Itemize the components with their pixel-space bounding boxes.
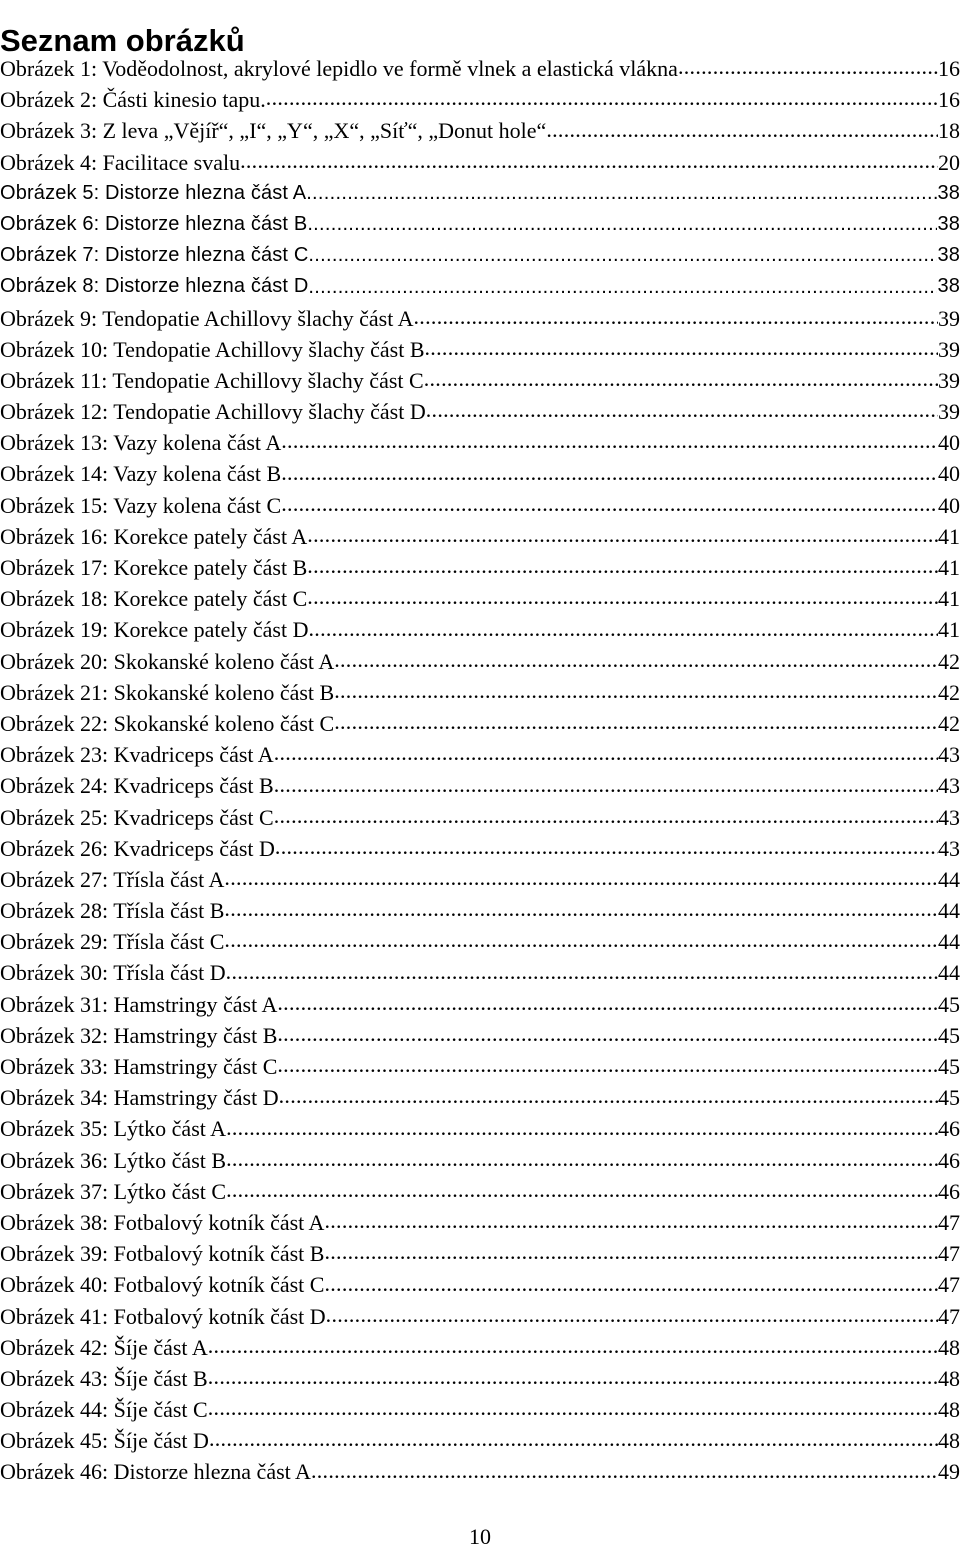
toc-entry[interactable] xyxy=(0,209,960,240)
dot-leader xyxy=(678,53,938,84)
toc-entry[interactable] xyxy=(0,677,960,708)
dot-leader xyxy=(224,864,938,895)
toc-entry[interactable] xyxy=(0,1082,960,1113)
toc-entry[interactable] xyxy=(0,147,960,178)
dot-leader xyxy=(307,552,938,583)
toc-entry-page: 44 xyxy=(938,960,960,986)
toc-entry-label: Obrázek 7: Distorze hlezna část C xyxy=(0,244,309,267)
toc-entry-label: Obrázek 31: Hamstringy část A xyxy=(0,991,278,1017)
toc-entry[interactable] xyxy=(0,1145,960,1176)
dot-leader xyxy=(281,458,938,489)
dot-leader xyxy=(226,1113,938,1144)
dot-leader xyxy=(324,1269,938,1300)
toc-entry[interactable] xyxy=(0,895,960,926)
toc-entry-page: 47 xyxy=(938,1241,960,1267)
dot-leader xyxy=(224,895,938,926)
toc-entry[interactable] xyxy=(0,1020,960,1051)
toc-entry-label: Obrázek 4: Facilitace svalu xyxy=(0,149,241,175)
toc-entry-page: 42 xyxy=(938,679,960,705)
toc-entry-label: Obrázek 3: Z leva „Vějíř“, „I“, „Y“, „X“, „Síť“, „Donut hole“ xyxy=(0,118,547,144)
dot-leader xyxy=(226,1145,938,1176)
toc-entry-label: Obrázek 38: Fotbalový kotník část A xyxy=(0,1209,325,1235)
toc-entry-page: 39 xyxy=(938,367,960,393)
dot-leader xyxy=(308,240,937,271)
dot-leader xyxy=(414,303,939,334)
toc-entry[interactable] xyxy=(0,614,960,645)
toc-entry-page: 39 xyxy=(938,399,960,425)
toc-entry-label: Obrázek 5: Distorze hlezna část A xyxy=(0,181,307,204)
toc-entry-page: 46 xyxy=(938,1116,960,1142)
toc-entry-label: Obrázek 6: Distorze hlezna část B xyxy=(0,212,308,235)
toc-entry-page: 41 xyxy=(938,586,960,612)
dot-leader xyxy=(274,770,938,801)
toc-entry[interactable] xyxy=(0,1394,960,1425)
dot-leader xyxy=(307,209,937,240)
toc-entry-label: Obrázek 24: Kvadriceps část B xyxy=(0,773,274,799)
dot-leader xyxy=(226,957,938,988)
toc-entry[interactable] xyxy=(0,490,960,521)
toc-entry-label: Obrázek 9: Tendopatie Achillovy šlachy část A xyxy=(0,305,414,331)
dot-leader xyxy=(277,1051,938,1082)
toc-entry-label: Obrázek 34: Hamstringy část D xyxy=(0,1085,279,1111)
dot-leader xyxy=(208,1332,938,1363)
dot-leader xyxy=(308,614,938,645)
dot-leader xyxy=(324,1207,938,1238)
dot-leader xyxy=(208,1394,938,1425)
toc-entry[interactable] xyxy=(0,303,960,334)
toc-entry-label: Obrázek 14: Vazy kolena část B xyxy=(0,461,282,487)
toc-entry[interactable] xyxy=(0,957,960,988)
toc-entry-label: Obrázek 42: Šíje část A xyxy=(0,1334,208,1360)
toc-entry[interactable] xyxy=(0,1113,960,1144)
toc-entry[interactable] xyxy=(0,271,960,302)
dot-leader xyxy=(426,396,938,427)
toc-entry[interactable] xyxy=(0,1051,960,1082)
toc-entry-page: 43 xyxy=(938,835,960,861)
toc-entry[interactable] xyxy=(0,521,960,552)
toc-entry-page: 45 xyxy=(938,991,960,1017)
toc-entry[interactable] xyxy=(0,240,960,271)
toc-entry[interactable] xyxy=(0,739,960,770)
dot-leader xyxy=(334,677,938,708)
toc-entry-page: 39 xyxy=(938,336,960,362)
toc-entry-label: Obrázek 23: Kvadriceps část A xyxy=(0,742,274,768)
toc-entry-label: Obrázek 21: Skokanské koleno část B xyxy=(0,679,335,705)
toc-entry-label: Obrázek 45: Šíje část D xyxy=(0,1428,209,1454)
toc-entry-label: Obrázek 43: Šíje část B xyxy=(0,1365,208,1391)
dot-leader xyxy=(266,84,938,115)
toc-entry[interactable] xyxy=(0,583,960,614)
toc-entry-label: Obrázek 22: Skokanské koleno část C xyxy=(0,710,335,736)
dot-leader xyxy=(308,271,937,302)
toc-entry-label: Obrázek 37: Lýtko část C xyxy=(0,1178,227,1204)
toc-entry[interactable] xyxy=(0,833,960,864)
toc-entry-page: 44 xyxy=(938,929,960,955)
dot-leader xyxy=(311,1456,938,1487)
toc-entry-page: 18 xyxy=(938,118,960,144)
toc-entry-page: 40 xyxy=(938,461,960,487)
toc-entry-label: Obrázek 40: Fotbalový kotník část C xyxy=(0,1272,325,1298)
dot-leader xyxy=(209,1425,938,1456)
dot-leader xyxy=(224,926,938,957)
toc-entry-label: Obrázek 13: Vazy kolena část A xyxy=(0,430,282,456)
toc-entry[interactable] xyxy=(0,1238,960,1269)
toc-entry-label: Obrázek 20: Skokanské koleno část A xyxy=(0,648,335,674)
toc-entry-page: 38 xyxy=(937,244,960,267)
toc-entry-page: 16 xyxy=(938,87,960,113)
toc-entry[interactable] xyxy=(0,989,960,1020)
page-title: Seznam obrázků xyxy=(0,22,245,58)
toc-entry-label: Obrázek 2: Části kinesio tapu. xyxy=(0,87,266,113)
toc-entry-label: Obrázek 15: Vazy kolena část C xyxy=(0,492,282,518)
toc-entry[interactable] xyxy=(0,926,960,957)
toc-entry-page: 40 xyxy=(938,492,960,518)
toc-entry-page: 47 xyxy=(938,1303,960,1329)
toc-entry-label: Obrázek 10: Tendopatie Achillovy šlachy část B xyxy=(0,336,425,362)
toc-entry[interactable] xyxy=(0,84,960,115)
toc-entry-label: Obrázek 27: Třísla část A xyxy=(0,866,225,892)
toc-entry-page: 48 xyxy=(938,1334,960,1360)
toc-entry-label: Obrázek 26: Kvadriceps část D xyxy=(0,835,275,861)
dot-leader xyxy=(274,739,938,770)
toc-entry-label: Obrázek 18: Korekce pately část C xyxy=(0,586,308,612)
toc-entry-page: 45 xyxy=(938,1085,960,1111)
toc-entry-page: 48 xyxy=(938,1365,960,1391)
dot-leader xyxy=(279,1082,938,1113)
dot-leader xyxy=(281,427,938,458)
toc-entry-page: 38 xyxy=(937,275,960,298)
toc-entry[interactable] xyxy=(0,1456,960,1487)
toc-entry[interactable] xyxy=(0,708,960,739)
toc-entry-label: Obrázek 8: Distorze hlezna část D xyxy=(0,275,309,298)
toc-entry-page: 45 xyxy=(938,1054,960,1079)
toc-entry-page: 44 xyxy=(938,898,960,924)
toc-entry-page: 41 xyxy=(938,555,960,580)
toc-entry[interactable] xyxy=(0,1176,960,1207)
toc-entry-label: Obrázek 29: Třísla část C xyxy=(0,929,225,955)
toc-entry[interactable] xyxy=(0,1207,960,1238)
dot-leader xyxy=(546,115,938,146)
dot-leader xyxy=(334,708,938,739)
toc-entry[interactable] xyxy=(0,334,960,365)
toc-entry-label: Obrázek 25: Kvadriceps část C xyxy=(0,804,274,830)
dot-leader xyxy=(274,802,938,833)
toc-entry-label: Obrázek 12: Tendopatie Achillovy šlachy část D xyxy=(0,399,426,425)
toc-entry-label: Obrázek 44: Šíje část C xyxy=(0,1397,208,1423)
toc-entry-page: 46 xyxy=(938,1147,960,1173)
toc-entry-label: Obrázek 30: Třísla část D xyxy=(0,960,226,986)
dot-leader xyxy=(307,583,938,614)
toc-entry-page: 20 xyxy=(938,149,960,175)
toc-entry[interactable] xyxy=(0,864,960,895)
toc-entry-page: 45 xyxy=(938,1022,960,1048)
dot-leader xyxy=(306,178,937,209)
dot-leader xyxy=(307,521,938,552)
toc-entry-page: 44 xyxy=(938,866,960,892)
toc-entry[interactable] xyxy=(0,427,960,458)
toc-entry-page: 41 xyxy=(938,617,960,643)
dot-leader xyxy=(326,1301,938,1332)
toc-entry[interactable] xyxy=(0,1363,960,1394)
toc-entry-label: Obrázek 35: Lýtko část A xyxy=(0,1116,227,1142)
toc-entry-page: 42 xyxy=(938,648,960,674)
dot-leader xyxy=(226,1176,938,1207)
toc-entry[interactable] xyxy=(0,770,960,801)
toc-entry-label: Obrázek 46: Distorze hlezna část A xyxy=(0,1459,311,1485)
toc-entry[interactable] xyxy=(0,53,960,84)
list-of-figures xyxy=(0,53,960,1488)
toc-entry-page: 47 xyxy=(938,1209,960,1235)
toc-entry[interactable] xyxy=(0,458,960,489)
toc-entry[interactable] xyxy=(0,552,960,583)
dot-leader xyxy=(208,1363,938,1394)
toc-entry-page: 40 xyxy=(938,430,960,456)
toc-entry-label: Obrázek 33: Hamstringy část C xyxy=(0,1054,278,1079)
toc-entry-page: 49 xyxy=(938,1459,960,1485)
toc-entry-page: 38 xyxy=(937,212,960,235)
toc-entry-label: Obrázek 17: Korekce pately část B xyxy=(0,555,308,580)
dot-leader xyxy=(334,646,938,677)
toc-entry-label: Obrázek 19: Korekce pately část D xyxy=(0,617,309,643)
toc-entry[interactable] xyxy=(0,646,960,677)
toc-entry-page: 16 xyxy=(938,56,960,81)
toc-entry-page: 47 xyxy=(938,1272,960,1298)
toc-entry-label: Obrázek 41: Fotbalový kotník část D xyxy=(0,1303,326,1329)
toc-entry-page: 48 xyxy=(938,1428,960,1454)
toc-entry[interactable] xyxy=(0,178,960,209)
toc-entry[interactable] xyxy=(0,365,960,396)
toc-entry-page: 39 xyxy=(938,305,960,331)
toc-entry-label: Obrázek 1: Voděodolnost, akrylové lepidlo ve formě vlnek a elastická vlákna xyxy=(0,56,678,81)
dot-leader xyxy=(324,1238,938,1269)
dot-leader xyxy=(240,147,938,178)
toc-entry-label: Obrázek 16: Korekce pately část A xyxy=(0,523,308,549)
toc-entry[interactable] xyxy=(0,1269,960,1300)
dot-leader xyxy=(424,365,938,396)
toc-entry-page: 43 xyxy=(938,742,960,768)
toc-entry-page: 46 xyxy=(938,1178,960,1204)
toc-entry-label: Obrázek 32: Hamstringy část B xyxy=(0,1022,278,1048)
toc-entry-label: Obrázek 28: Třísla část B xyxy=(0,898,225,924)
toc-entry-label: Obrázek 39: Fotbalový kotník část B xyxy=(0,1241,325,1267)
toc-entry-page: 41 xyxy=(938,523,960,549)
dot-leader xyxy=(277,1020,938,1051)
toc-entry-page: 43 xyxy=(938,773,960,799)
toc-entry-page: 38 xyxy=(937,181,960,204)
dot-leader xyxy=(281,490,938,521)
toc-entry-page: 43 xyxy=(938,804,960,830)
toc-entry[interactable] xyxy=(0,1301,960,1332)
toc-entry[interactable] xyxy=(0,802,960,833)
toc-entry-page: 48 xyxy=(938,1397,960,1423)
dot-leader xyxy=(277,989,938,1020)
toc-entry[interactable] xyxy=(0,1425,960,1456)
toc-entry[interactable] xyxy=(0,1332,960,1363)
dot-leader xyxy=(425,334,939,365)
toc-entry-label: Obrázek 11: Tendopatie Achillovy šlachy část C xyxy=(0,367,424,393)
toc-entry-label: Obrázek 36: Lýtko část B xyxy=(0,1147,227,1173)
page-number: 10 xyxy=(469,1524,491,1549)
toc-entry-page: 42 xyxy=(938,710,960,736)
toc-entry[interactable] xyxy=(0,115,960,146)
dot-leader xyxy=(275,833,938,864)
toc-entry[interactable] xyxy=(0,396,960,427)
